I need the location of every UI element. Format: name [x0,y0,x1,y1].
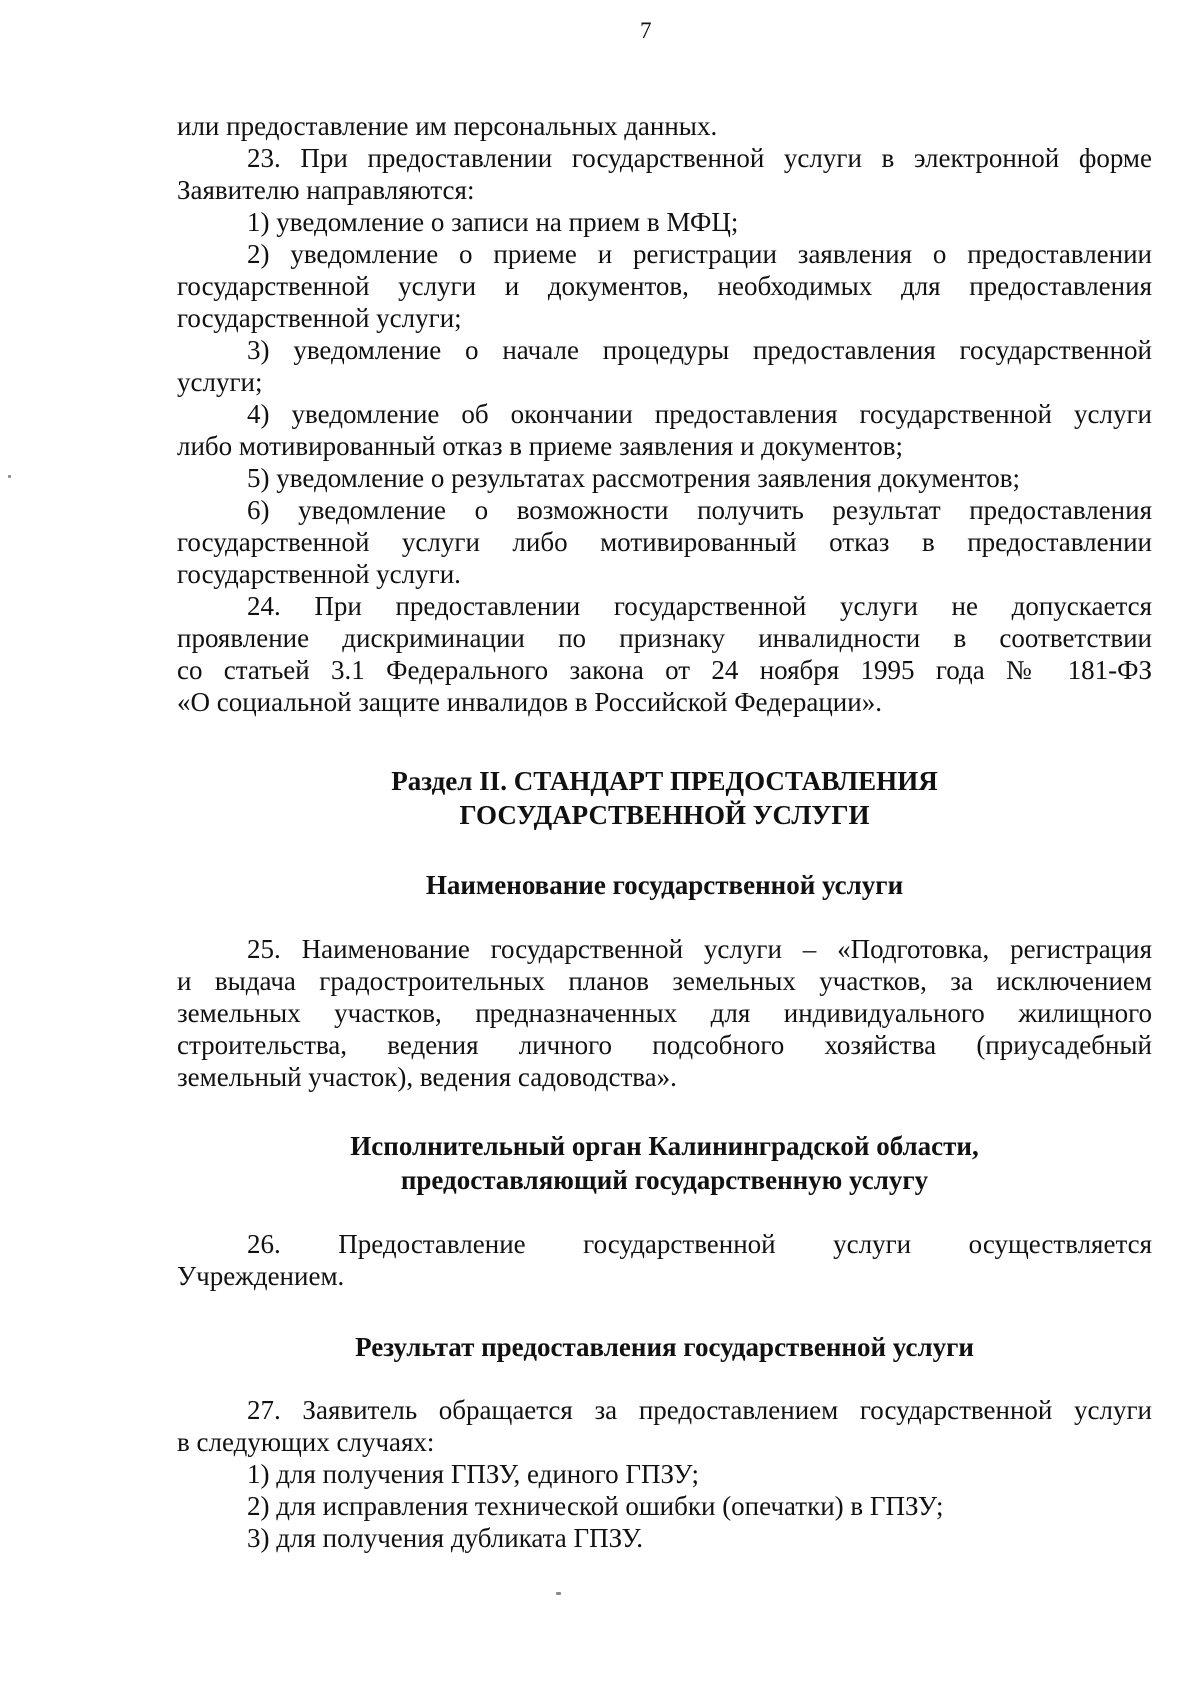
text-line: 23. При предоставлении государственной услуги в электронной форме [247,143,1152,173]
list-item: 2) для исправления технической ошибки (опечатки) в ГПЗУ; [247,1491,944,1521]
text-line: государственной услуги. [177,559,461,589]
list-item: 3) для получения дубликата ГПЗУ. [247,1523,643,1553]
text-line: государственной услуги и документов, необходимых для предоставления [177,271,1152,301]
text-line: земельных участков, предназначенных для индивидуального жилищного [177,998,1152,1028]
page-number: 7 [640,18,652,43]
scan-speck [556,1592,561,1595]
text-line: в следующих случаях: [177,1427,435,1457]
text-line: «О социальной защите инвалидов в Российской Федерации». [177,687,882,717]
scan-speck [8,475,11,478]
list-item: 6) уведомление о возможности получить результат предоставления [247,495,1152,525]
section-heading [177,764,1152,832]
list-item: 5) уведомление о результатах рассмотрения заявления документов; [247,463,1021,493]
list-item: 3) уведомление о начале процедуры предоставления государственной [247,335,1152,365]
text-line: Заявителю направляются: [177,175,475,205]
list-item: 4) уведомление об окончании предоставления государственной услуги [247,399,1152,429]
list-item: 1) для получения ГПЗУ, единого ГПЗУ; [247,1459,699,1489]
text-line: или предоставление им персональных данных. [177,111,718,141]
text-line: 25. Наименование государственной услуги – «Подготовка, регистрация [247,934,1152,964]
text-line: 26. Предоставление государственной услуги осуществляется [247,1229,1152,1259]
list-item: 1) уведомление о записи на прием в МФЦ; [247,207,739,237]
text-line: со статьей 3.1 Федерального закона от 24 ноября 1995 года № 181-ФЗ [177,655,1152,685]
text-line: земельный участок), ведения садоводства». [177,1062,677,1092]
text-line: 24. При предоставлении государственной услуги не допускается [247,591,1152,621]
text-line: услуги; [177,367,263,397]
text-line: и выдача градостроительных планов земельных участков, за исключением [177,966,1152,996]
text-line: строительства, ведения личного подсобного хозяйства (приусадебный [177,1030,1152,1060]
section-heading-line: ГОСУДАРСТВЕННОЙ УСЛУГИ [459,800,870,830]
text-line: государственной услуги либо мотивированный отказ в предоставлении [177,527,1152,557]
section-heading-line: Раздел II. СТАНДАРТ ПРЕДОСТАВЛЕНИЯ [391,766,938,796]
subheading-service-name: Наименование государственной услуги [425,870,904,900]
subheading-line: Исполнительный орган Калининградской области, [350,1131,979,1161]
subheading-executive-body [177,1129,1152,1197]
subheading-result: Результат предоставления государственной услуги [355,1332,974,1362]
text-line: государственной услуги; [177,303,462,333]
list-item: 2) уведомление о приеме и регистрации заявления о предоставлении [247,239,1152,269]
text-line: либо мотивированный отказ в приеме заявления и документов; [177,431,903,461]
subheading-line: предоставляющий государственную услугу [400,1165,929,1195]
text-line: 27. Заявитель обращается за предоставлением государственной услуги [247,1395,1152,1425]
text-line: Учреждением. [177,1261,345,1291]
text-line: проявление дискриминации по признаку инвалидности в соответствии [177,623,1152,653]
